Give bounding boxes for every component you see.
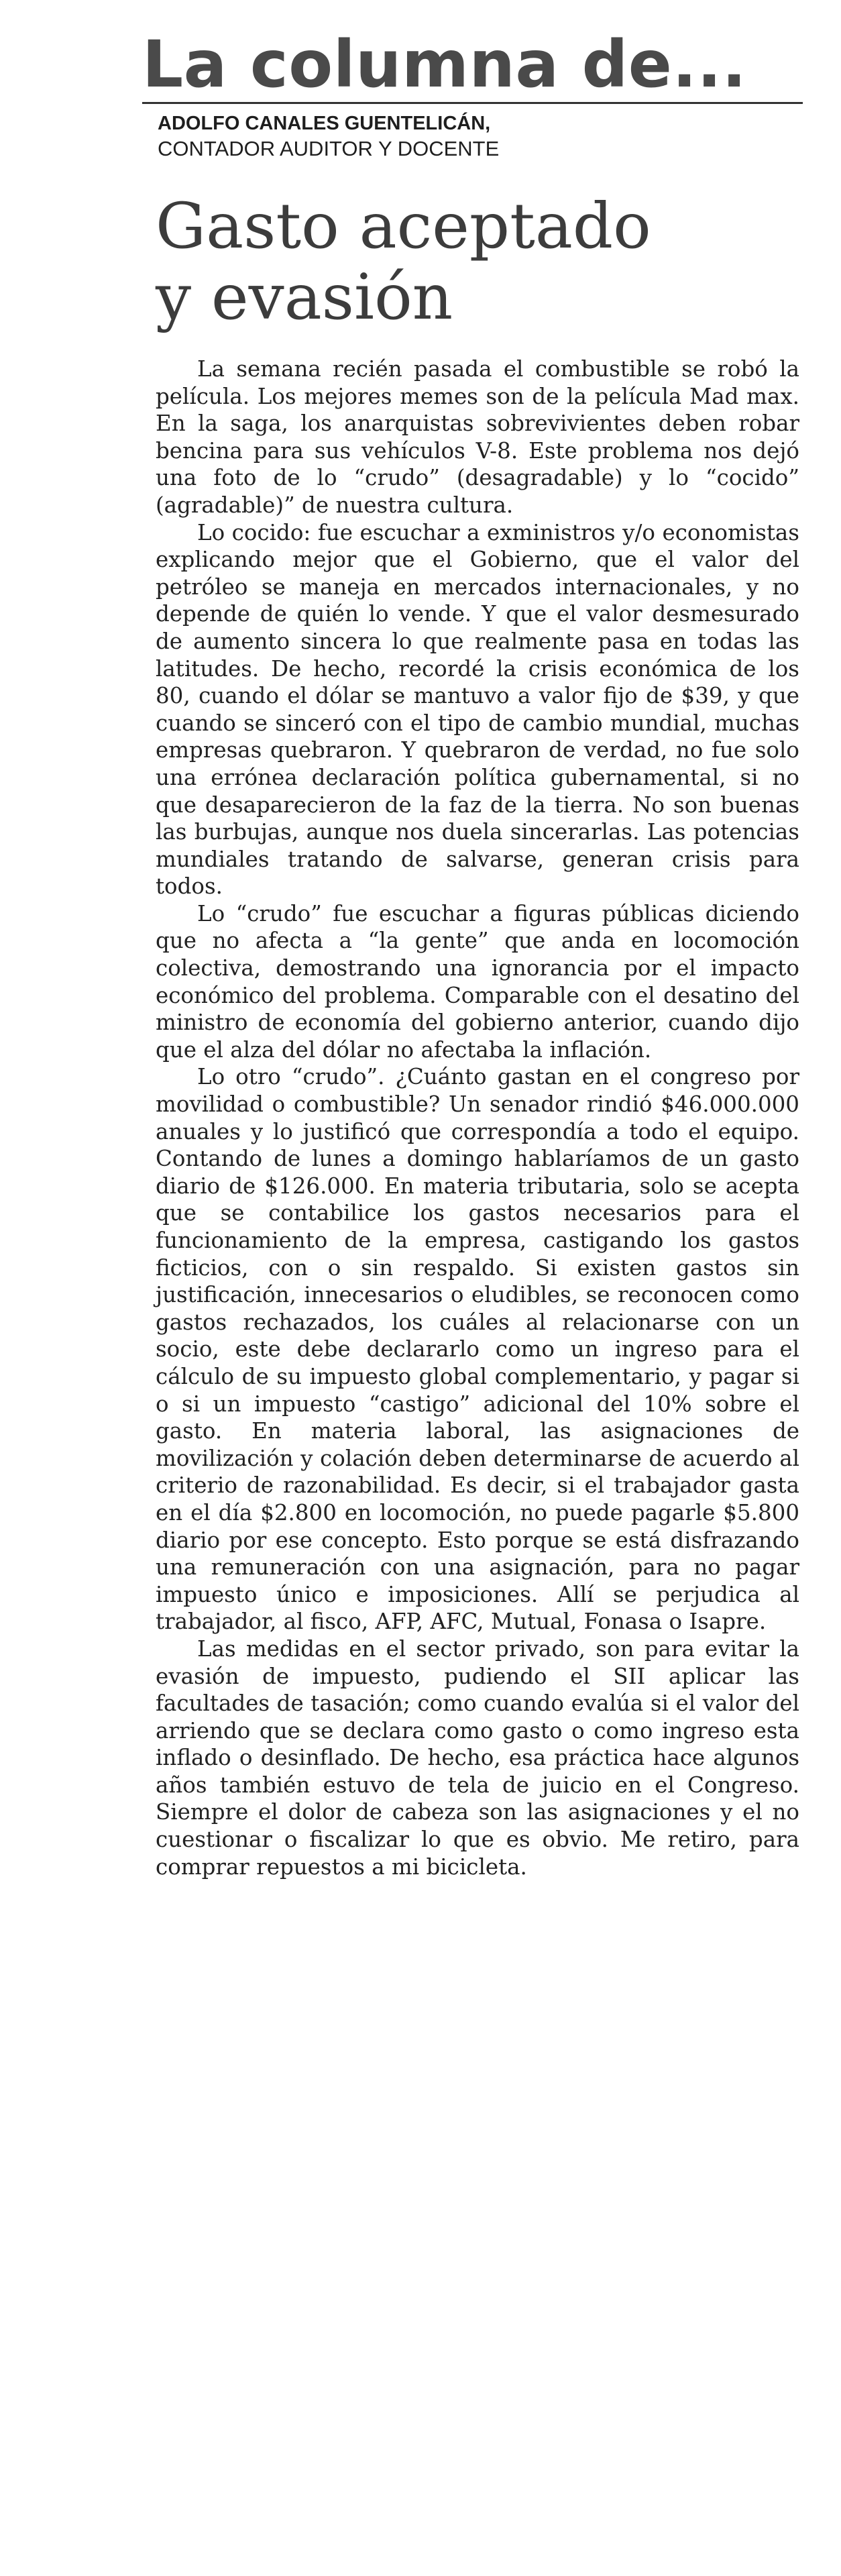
article-headline — [156, 191, 799, 333]
column-title: La columna de... — [142, 27, 747, 102]
author-role: CONTADOR AUDITOR Y DOCENTE — [158, 137, 500, 160]
headline-line-1: Gasto aceptado — [156, 190, 651, 263]
headline-line-2: y evasión — [156, 261, 453, 334]
column-header — [142, 27, 803, 162]
article-paragraph-3: Lo “crudo” fue escuchar a figuras públicas diciendo que no afecta a “la gente” que anda en locomoción colectiva, demostrando una ignorancia por el impacto económico del problema. Comparable con el desatino del ministro de economía del gobierno anterior, cuando dijo que el alza del dólar no afectaba la inflación. — [156, 900, 799, 1063]
author-name: ADOLFO CANALES GUENTELICÁN, — [158, 113, 491, 134]
header-rule — [142, 102, 803, 104]
article-paragraph-1: La semana recién pasada el combustible se robó la película. Los mejores memes son de la película Mad max. En la saga, los anarquistas sobrevivientes deben robar bencina para sus vehículos V-8. Este problema nos dejó una foto de lo “crudo” (desagradable) y lo “cocido” (agradable)” de nuestra cultura. — [156, 356, 799, 518]
article-paragraph-2: Lo cocido: fue escuchar a exministros y/o economistas explicando mejor que el Gobierno, que el valor del petróleo se maneja en mercados internacionales, y no depende de quién lo vende. Y que el valor desmesurado de aumento sincera lo que realmente pasa en todas las latitudes. De hecho, recordé la crisis económica de los 80, cuando el dólar se mantuvo a valor fijo de $39, y que cuando se sinceró con el tipo de cambio mundial, muchas empresas quebraron. Y quebraron de verdad, no fue solo una errónea declaración política gubernamental, si no que desaparecieron de la faz de la tierra. No son buenas las burbujas, aunque nos duela sincerarlas. Las potencias mundiales tratando de salvarse, generan crisis para todos. — [156, 519, 799, 900]
author-byline — [142, 111, 803, 162]
article-body — [156, 356, 799, 1880]
article-paragraph-4: Lo otro “crudo”. ¿Cuánto gastan en el congreso por movilidad o combustible? Un senador rindió $46.000.000 anuales y lo justificó que correspondía a todo el equipo. Contando de lunes a domingo hablaríamos de un gasto diario de $126.000. En materia tributaria, solo se acepta que se contabilice los gastos necesarios para el funcionamiento de la empresa, castigando los gastos ficticios, con o sin respaldo. Si existen gastos sin justificación, innecesarios o eludibles, se reconocen como gastos rechazados, los cuáles al relacionarse con un socio, este debe declararlo como un ingreso para el cálculo de su impuesto global complementario, y pagar si o si un impuesto “castigo” adicional del 10% sobre el gasto. En materia laboral, las asignaciones de movilización y colación deben determinarse de acuerdo al criterio de razonabilidad. Es decir, si el trabajador gasta en el día $2.800 en locomoción, no puede pagarle $5.800 diario por ese concepto. Esto porque se está disfrazando una remuneración con una asignación, para no pagar impuesto único e imposiciones. Allí se perjudica al trabajador, al fisco, AFP, AFC, Mutual, Fonasa o Isapre. — [156, 1064, 799, 1635]
article-paragraph-5: Las medidas en el sector privado, son para evitar la evasión de impuesto, pudiendo el SII aplicar las facultades de tasación; como cuando evalúa si el valor del arriendo que se declara como gasto o como ingreso esta inflado o desinflado. De hecho, esa práctica hace algunos años también estuvo de tela de juicio en el Congreso. Siempre el dolor de cabeza son las asignaciones y el no cuestionar o fiscalizar lo que es obvio. Me retiro, para comprar repuestos a mi bicicleta. — [156, 1635, 799, 1880]
